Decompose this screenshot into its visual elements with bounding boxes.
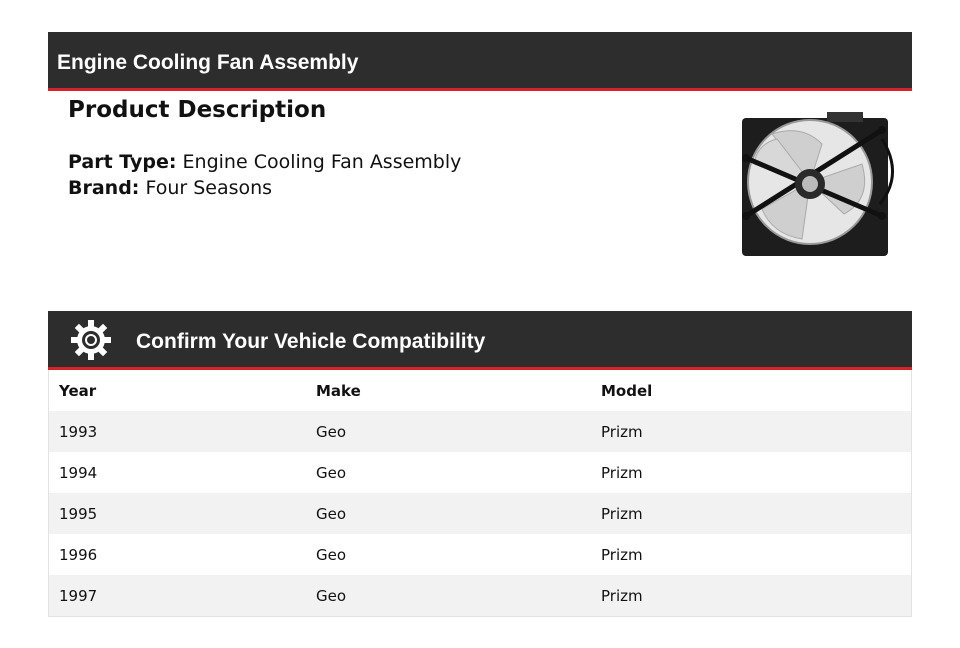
part-type-value: Engine Cooling Fan Assembly (182, 151, 462, 173)
table-row (49, 452, 911, 493)
model-cell: Prizm (601, 505, 643, 523)
table-row (49, 411, 911, 452)
model-cell: Prizm (601, 546, 643, 564)
part-type-line (68, 151, 461, 173)
page-title: Engine Cooling Fan Assembly (57, 51, 359, 74)
year-cell: 1994 (59, 464, 98, 482)
product-description-heading: Product Description (68, 97, 327, 123)
title-bar (48, 32, 912, 91)
make-cell: Geo (316, 464, 347, 482)
year-cell: 1993 (59, 423, 98, 441)
make-cell: Geo (316, 505, 347, 523)
column-header-year: Year (59, 382, 97, 400)
table-row (49, 493, 911, 534)
year-cell: 1996 (59, 546, 98, 564)
table-row (49, 575, 911, 616)
compatibility-bar (48, 311, 912, 370)
make-cell: Geo (316, 587, 347, 605)
column-header-make: Make (316, 382, 361, 400)
year-cell: 1997 (59, 587, 98, 605)
cooling-fan-image (732, 104, 904, 268)
make-cell: Geo (316, 423, 347, 441)
column-header-model: Model (601, 382, 653, 400)
model-cell: Prizm (601, 423, 643, 441)
brand-value: Four Seasons (145, 177, 273, 199)
compatibility-title: Confirm Your Vehicle Compatibility (136, 330, 486, 353)
table-header (49, 370, 911, 411)
part-type-label: Part Type: (68, 151, 177, 173)
model-cell: Prizm (601, 587, 643, 605)
table-row (49, 534, 911, 575)
model-cell: Prizm (601, 464, 643, 482)
brand-line (68, 177, 272, 199)
brand-label: Brand: (68, 177, 140, 199)
compatibility-table (48, 370, 912, 617)
make-cell: Geo (316, 546, 347, 564)
gear-icon (70, 319, 112, 361)
year-cell: 1995 (59, 505, 98, 523)
